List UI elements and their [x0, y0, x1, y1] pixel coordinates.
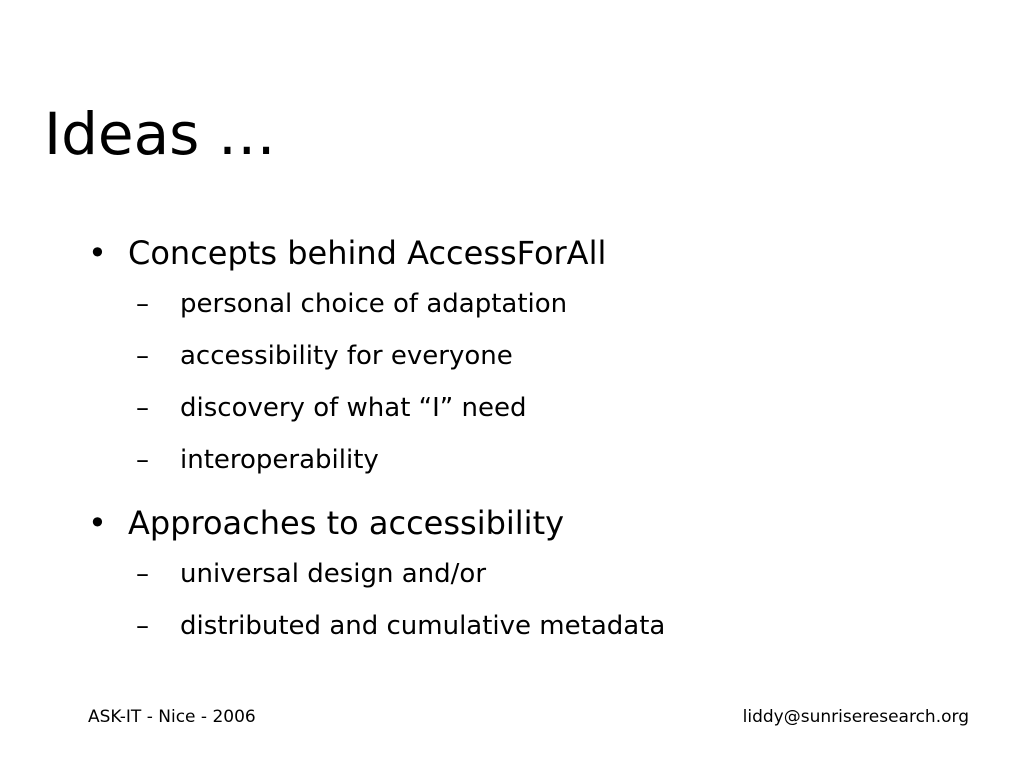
sub-list [128, 550, 988, 654]
sub-item-text: universal design and/or [180, 559, 487, 589]
bullet-text: Concepts behind AccessForAll [128, 234, 607, 272]
sub-list [128, 280, 988, 488]
slide-title: Ideas … [44, 100, 276, 168]
sub-marker: – [136, 445, 149, 475]
sub-item [136, 550, 988, 602]
sub-marker: – [136, 559, 149, 589]
sub-item-text: accessibility for everyone [180, 341, 513, 371]
sub-marker: – [136, 289, 149, 319]
sub-marker: – [136, 611, 149, 641]
bullet-item-approaches [88, 498, 988, 654]
sub-item [136, 602, 988, 654]
bullet-item-concepts [88, 228, 988, 488]
bullet-list [88, 228, 988, 664]
sub-marker: – [136, 393, 149, 423]
sub-item [136, 332, 988, 384]
sub-marker: – [136, 341, 149, 371]
sub-item-text: discovery of what “I” need [180, 393, 527, 423]
bullet-marker: • [88, 234, 107, 272]
footer-event: ASK-IT - Nice - 2006 [88, 707, 256, 727]
sub-item [136, 280, 988, 332]
sub-item-text: personal choice of adaptation [180, 289, 568, 319]
bullet-marker: • [88, 504, 107, 542]
sub-item [136, 436, 988, 488]
bullet-text: Approaches to accessibility [128, 504, 565, 542]
sub-item-text: distributed and cumulative metadata [180, 611, 666, 641]
footer-email: liddy@sunriseresearch.org [742, 707, 969, 727]
sub-item-text: interoperability [180, 445, 379, 475]
sub-item [136, 384, 988, 436]
